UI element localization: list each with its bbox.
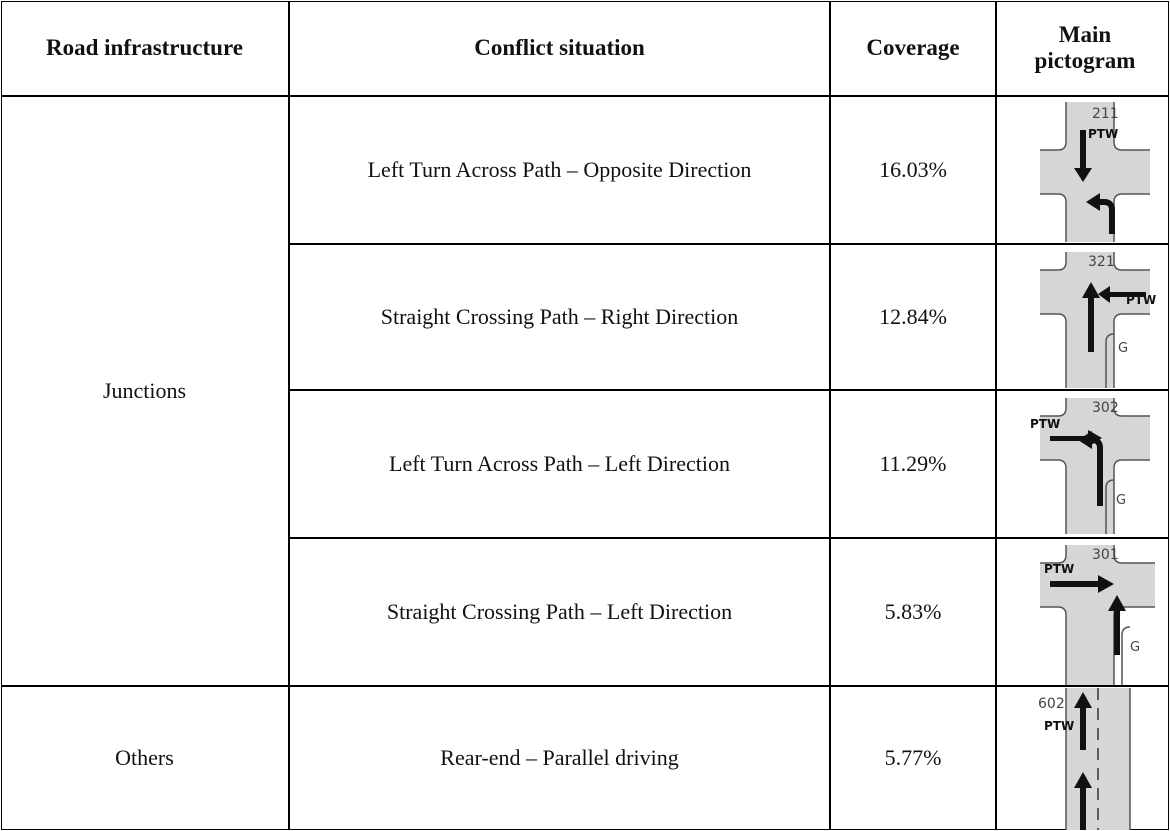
conflict-cell: Straight Crossing Path – Right Direction [380, 303, 739, 329]
other-vehicle-label: G [1130, 640, 1141, 655]
header-coverage: Coverage [866, 34, 960, 60]
situation-code: 301 [1092, 547, 1119, 563]
situation-code: 211 [1092, 106, 1119, 122]
ptw-label: PTW [1044, 562, 1075, 576]
situation-code: 602 [1038, 696, 1065, 712]
pictogram-602 [1030, 688, 1140, 830]
coverage-cell: 5.83% [884, 598, 942, 624]
conflict-cell: Left Turn Across Path – Opposite Direction [367, 156, 752, 182]
pictogram-321 [1040, 252, 1160, 388]
coverage-cell: 11.29% [879, 450, 947, 476]
pictogram-211 [1040, 102, 1150, 242]
coverage-cell: 16.03% [879, 156, 947, 182]
ptw-label: PTW [1044, 719, 1075, 733]
header-conflict-situation: Conflict situation [474, 34, 645, 60]
conflict-cell: Straight Crossing Path – Left Direction [386, 598, 733, 624]
pictogram-302 [1030, 398, 1150, 534]
other-vehicle-label: G [1118, 341, 1129, 356]
ptw-label: PTW [1126, 293, 1157, 307]
group-junctions: Junctions [102, 377, 187, 403]
conflict-cell: Left Turn Across Path – Left Direction [389, 450, 730, 476]
coverage-cell: 12.84% [879, 303, 947, 329]
conflict-cell: Rear-end – Parallel driving [440, 745, 679, 771]
other-vehicle-label: G [1116, 493, 1127, 508]
group-others: Others [115, 745, 174, 771]
ptw-label: PTW [1088, 127, 1119, 141]
situation-code: 302 [1092, 400, 1119, 416]
column-divider [995, 1, 997, 830]
header-main-pictogram: Main pictogram [1034, 21, 1136, 73]
coverage-cell: 5.77% [884, 745, 942, 771]
pictogram-301 [1030, 545, 1155, 685]
situation-code: 321 [1088, 254, 1115, 270]
header-road-infrastructure: Road infrastructure [46, 34, 243, 60]
ptw-label: PTW [1030, 417, 1061, 431]
